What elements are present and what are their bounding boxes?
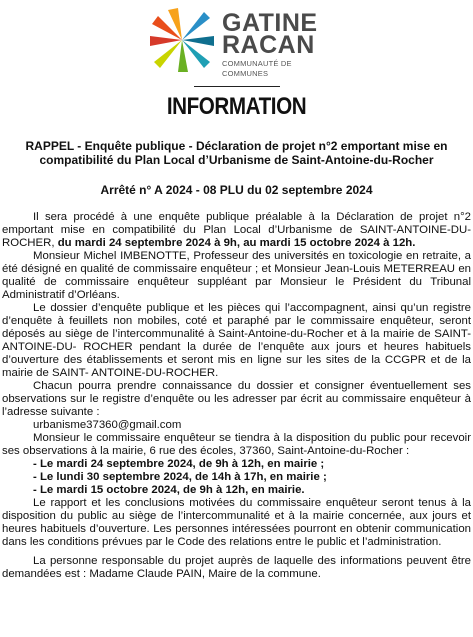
rappel-line-1: RAPPEL - Enquête publique - Déclaration de projet n°2 emportant mise en: [25, 139, 448, 153]
gatine-racan-logo: [148, 6, 328, 78]
contact-email[interactable]: urbanisme37360@gmail.com: [33, 419, 182, 431]
paragraph-responsable: La personne responsable du projet auprès de laquelle des informations peuvent être demandées est : Madame Claude PAIN, Maire de la commune.: [2, 555, 471, 580]
paragraph-rapport: Le rapport et les conclusions motivées du commissaire enquêteur seront tenus à la disposition du public au siège de l’intercommunalité et à la mairie concernée, aux jours et heures habituels d’ouverture. Les personnes intéressées pourront en obtenir communication dans les conditions prévues par le Code des relations entre le public et l’administration.: [2, 497, 471, 548]
paragraph-enquete: [2, 211, 471, 250]
arrete-reference: Arrêté n° A 2024 - 08 PLU du 02 septembre 2024: [100, 183, 373, 197]
rappel-heading: [0, 139, 473, 167]
paragraph-commissaire: Monsieur Michel IMBENOTTE, Professeur des universités en toxicologie en retraite, a été désigné en qualité de commissaire enquêteur ; et Monsieur Jean-Louis METERREAU en qualité de commissaire enquêteur suppléant par Monsieur le Président du Tribunal Administratif d’Orléans.: [2, 250, 471, 301]
page-title: INFORMATION: [166, 93, 307, 120]
logo-line-1: GATINE: [222, 9, 318, 37]
paragraph-permanences: Monsieur le commissaire enquêteur se tiendra à la disposition du public pour recevoir ses observations à la mairie, 6 rue des écoles, 37360, Saint-Antoine-du-Rocher :: [2, 432, 471, 457]
paragraph-dossier: Le dossier d’enquête publique et les pièces qui l’accompagnent, ainsi qu’un registre d’enquête à feuillets non mobiles, coté et paraphé par le commissaire enquêteur, seront déposés au siège de l’intercommunalité à Saint-Antoine-du-Rocher et à la mairie de SAINT-ANTOINE-DU- ROCHER pendant la durée de l’enquête aux jours et heures habituels d’ouverture des établissements et seront mis en ligne sur les sites de la CCGPR et de la mairie de SAINT- ANTOINE-DU-ROCHER.: [2, 302, 471, 379]
rappel-line-2: compatibilité du Plan Local d’Urbanisme de Saint-Antoine-du-Rocher: [39, 153, 434, 167]
notice-body: [2, 211, 471, 581]
permanence-date-1: - Le mardi 24 septembre 2024, de 9h à 12h, en mairie ;: [33, 458, 325, 470]
permanence-date-3: - Le mardi 15 octobre 2024, de 9h à 12h, en mairie.: [33, 484, 305, 496]
logo-subtitle: COMMUNAUTÉ DE COMMUNES: [222, 59, 292, 78]
paragraph-observations: Chacun pourra prendre connaissance du dossier et consigner éventuellement ses observations sur le registre d’enquête ou les adresser par écrit au commissaire enquêteur à l’adresse suivante :: [2, 380, 471, 418]
enquete-dates: du mardi 24 septembre 2024 à 9h, au mardi 15 octobre 2024 à 12h.: [54, 237, 416, 249]
logo-pinwheel-icon: [148, 6, 216, 74]
logo-line-2: RACAN: [222, 31, 315, 59]
title-rule: [194, 86, 280, 87]
enquete-text: Il sera procédé à une enquête publique préalable à la Déclaration de projet n°2 emportant mise en compatibilité du Plan Local d’Urbanisme de SAINT-ANTOINE-DU-ROCHER,: [2, 211, 471, 249]
permanence-date-2: - Le lundi 30 septembre 2024, de 14h à 17h, en mairie ;: [33, 471, 327, 483]
